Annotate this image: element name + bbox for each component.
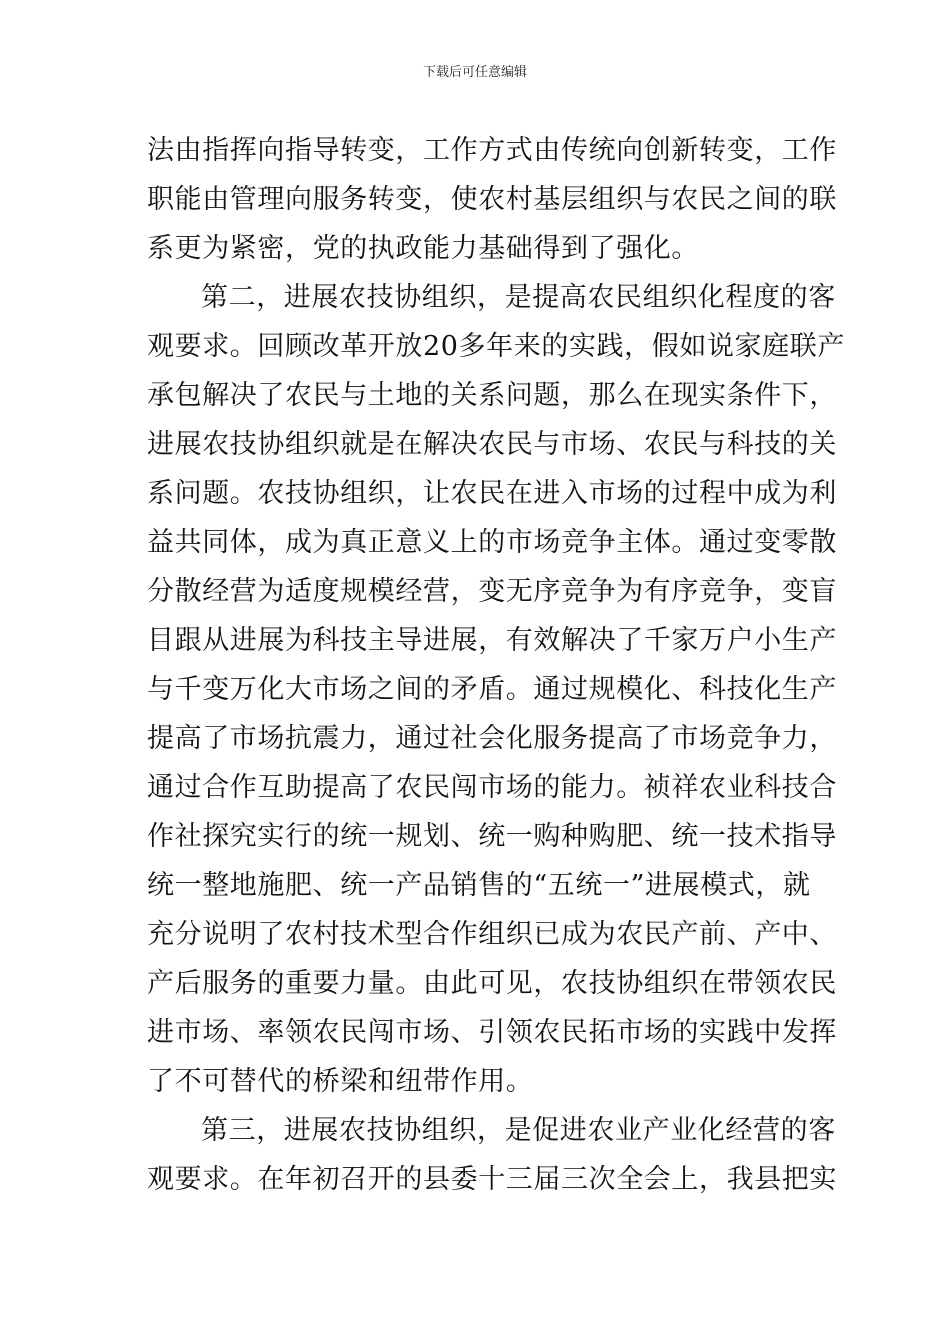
text-line: 系问题。农技协组织，让农民在进入市场的过程中成为利 xyxy=(147,478,837,509)
text-line: 系更为紧密，党的执政能力基础得到了强化。 xyxy=(147,233,699,264)
text-line: 作社探究实行的统一规划、统一购种购肥、统一技术指导 xyxy=(147,821,837,852)
text-line: 目跟从进展为科技主导进展，有效解决了千家万户小生产 xyxy=(147,625,837,656)
document-body xyxy=(147,126,845,1204)
text-line: 职能由管理向服务转变，使农村基层组织与农民之间的联 xyxy=(147,184,837,215)
text-line: 与千变万化大市场之间的矛盾。通过规模化、科技化生产 xyxy=(147,674,837,705)
text-line: 观要求。在年初召开的县委十三届三次全会上，我县把实 xyxy=(147,1164,837,1195)
text-line: 产后服务的重要力量。由此可见，农技协组织在带领农民 xyxy=(147,968,837,999)
paragraph-1 xyxy=(147,126,837,273)
text-line: 益共同体，成为真正意义上的市场竞争主体。通过变零散 xyxy=(147,527,837,558)
text-line: 观要求。回顾改革开放20多年来的实践，假如说家庭联产 xyxy=(147,331,845,362)
text-line: 提高了市场抗震力，通过社会化服务提高了市场竞争力， xyxy=(147,723,837,754)
text-line: 第三，进展农技协组织，是促进农业产业化经营的客 xyxy=(201,1115,836,1146)
paragraph-2 xyxy=(147,273,845,1106)
text-line: 进展农技协组织就是在解决农民与市场、农民与科技的关 xyxy=(147,429,837,460)
paragraph-3 xyxy=(147,1106,837,1204)
text-line: 第二，进展农技协组织，是提高农民组织化程度的客 xyxy=(201,282,836,313)
page-header: 下载后可任意编辑 xyxy=(422,65,527,80)
text-line: 通过合作互助提高了农民闯市场的能力。祯祥农业科技合 xyxy=(147,772,837,803)
text-line: 了不可替代的桥梁和纽带作用。 xyxy=(147,1066,534,1097)
text-line: 承包解决了农民与土地的关系问题，那么在现实条件下， xyxy=(147,380,837,411)
text-line: 法由指挥向指导转变，工作方式由传统向创新转变，工作 xyxy=(147,135,837,166)
text-line: 分散经营为适度规模经营，变无序竞争为有序竞争，变盲 xyxy=(147,576,837,607)
text-line: 充分说明了农村技术型合作组织已成为农民产前、产中、 xyxy=(147,919,837,950)
text-line: 统一整地施肥、统一产品销售的“五统一”进展模式，就 xyxy=(147,870,811,901)
text-line: 进市场、率领农民闯市场、引领农民拓市场的实践中发挥 xyxy=(147,1017,837,1048)
